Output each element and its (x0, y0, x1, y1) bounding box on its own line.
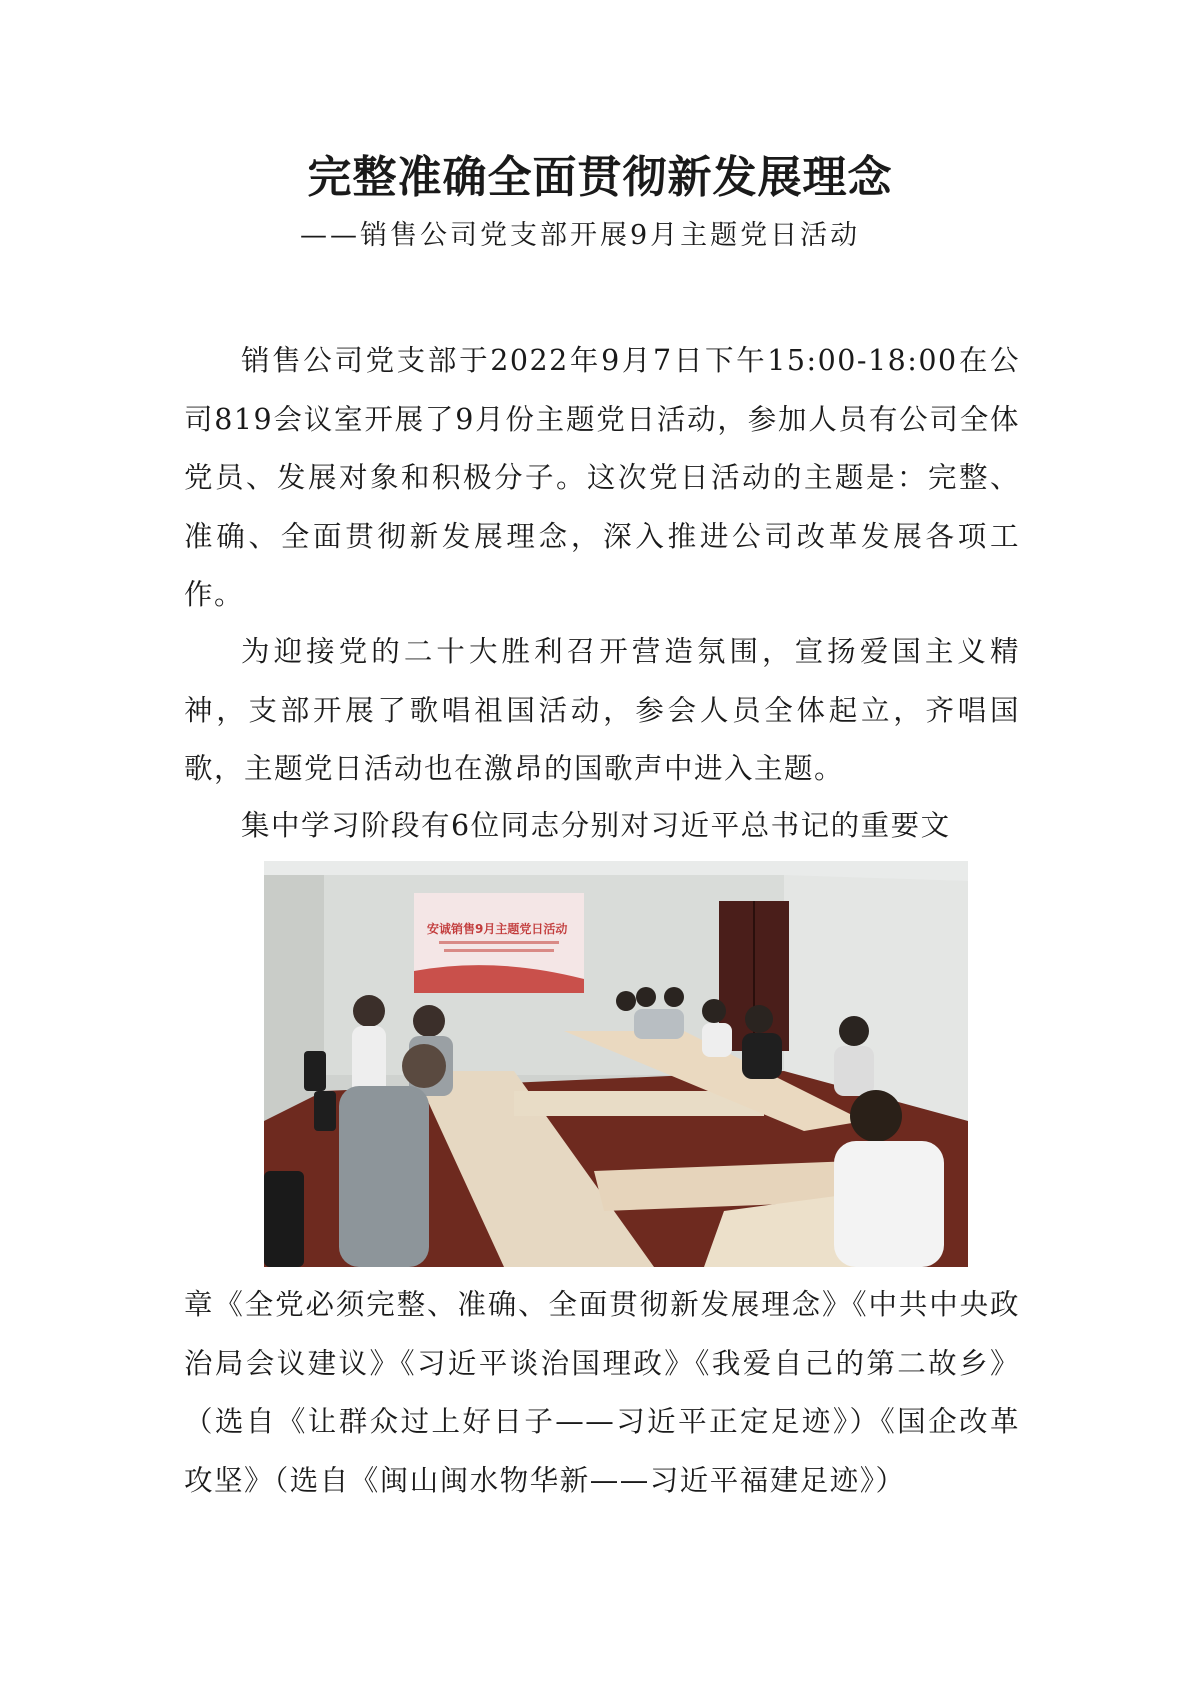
paragraph-3-start: 集中学习阶段有6位同志分别对习近平总书记的重要文 (241, 809, 951, 842)
screen-title: 安诚销售9月主题党日活动 (427, 922, 568, 936)
meeting-photo (264, 861, 968, 1267)
paragraph-1: 销售公司党支部于2022年9月7日下午15:00-18:00在公司819会议室开展了9月份主题党日活动，参加人员有公司全体党员、发展对象和积极分子。这次党日活动的主题是：完整、准确、全面贯彻新发展理念，深入推进公司改革发展各项工作。 (184, 344, 1020, 611)
paragraph-3-continued: 章《全党必须完整、准确、全面贯彻新发展理念》《中共中央政治局会议建议》《习近平谈治国理政》《我爱自己的第二故乡》（选自《让群众过上好日子——习近平正定足迹》）《国企改革攻坚》（选自《闽山闽水物华新——习近平福建足迹》） (184, 1288, 1020, 1497)
paragraph-2: 为迎接党的二十大胜利召开营造氛围，宣扬爱国主义精神，支部开展了歌唱祖国活动，参会人员全体起立，齐唱国歌，主题党日活动也在激昂的国歌声中进入主题。 (184, 635, 1020, 785)
article-subtitle: ——销售公司党支部开展9月主题党日活动 (300, 220, 861, 251)
article-title: 完整准确全面贯彻新发展理念 (307, 152, 893, 203)
